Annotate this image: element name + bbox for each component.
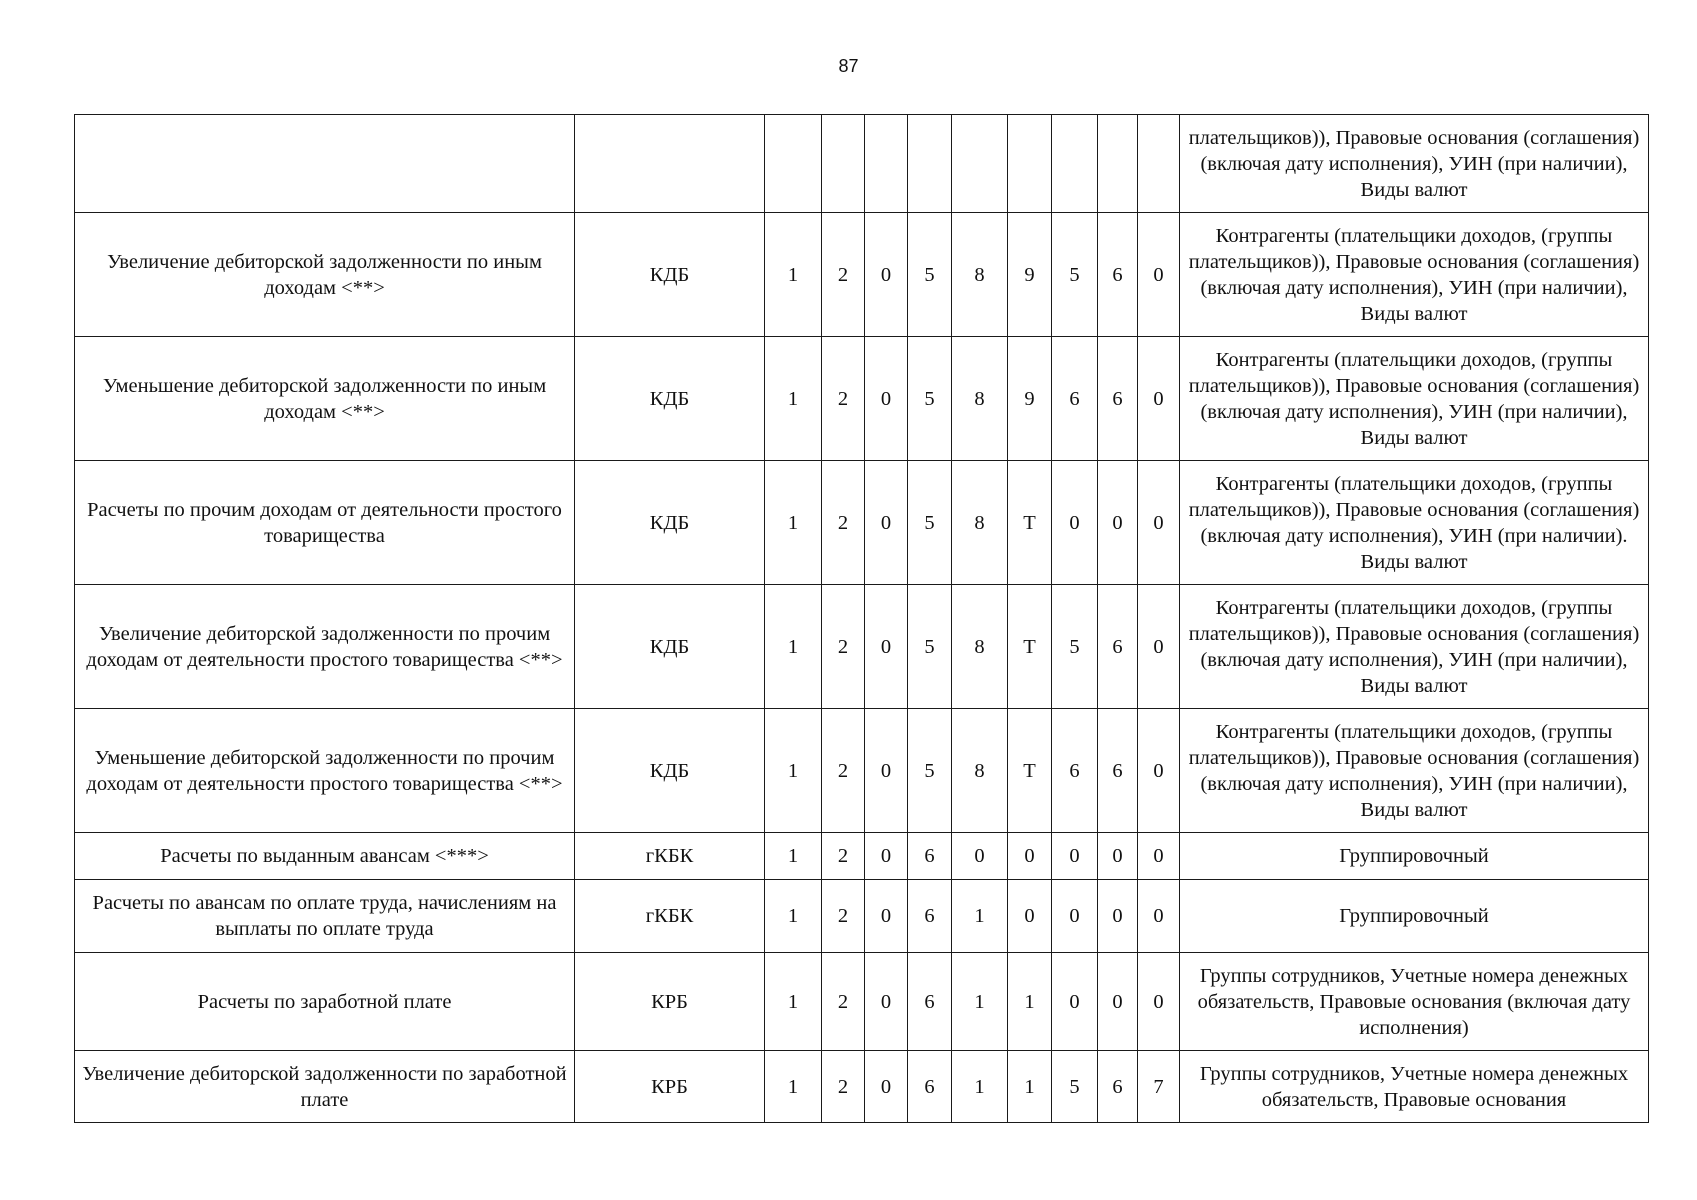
digit-cell: 8 bbox=[952, 709, 1008, 833]
digit-cell: 1 bbox=[765, 337, 822, 461]
table-row bbox=[75, 709, 1649, 833]
digit-cell: 1 bbox=[765, 213, 822, 337]
digit-cell: 2 bbox=[822, 880, 865, 953]
digit-cell: 0 bbox=[865, 953, 908, 1051]
account-name-cell: Увеличение дебиторской задолженности по иным доходам <**> bbox=[75, 213, 575, 337]
digit-cell: 5 bbox=[908, 709, 952, 833]
digit-cell: 1 bbox=[952, 1051, 1008, 1123]
account-name-cell: Увеличение дебиторской задолженности по заработной плате bbox=[75, 1051, 575, 1123]
digit-cell: 1 bbox=[1008, 953, 1052, 1051]
code-cell: КДБ bbox=[575, 709, 765, 833]
digit-cell: 8 bbox=[952, 585, 1008, 709]
table-row bbox=[75, 953, 1649, 1051]
digit-cell: 6 bbox=[908, 953, 952, 1051]
digit-cell bbox=[1008, 115, 1052, 213]
analytics-cell: Группировочный bbox=[1180, 880, 1649, 953]
digit-cell: 6 bbox=[1098, 1051, 1138, 1123]
digit-cell: 0 bbox=[1008, 833, 1052, 880]
table-row bbox=[75, 337, 1649, 461]
account-name-cell: Расчеты по заработной плате bbox=[75, 953, 575, 1051]
digit-cell: 1 bbox=[952, 880, 1008, 953]
table-body bbox=[75, 115, 1649, 1123]
digit-cell: 0 bbox=[1138, 461, 1180, 585]
digit-cell: 1 bbox=[765, 953, 822, 1051]
code-cell: КДБ bbox=[575, 461, 765, 585]
digit-cell: 0 bbox=[1098, 461, 1138, 585]
digit-cell: 6 bbox=[1098, 585, 1138, 709]
table-row bbox=[75, 461, 1649, 585]
code-cell: КДБ bbox=[575, 585, 765, 709]
code-cell: КДБ bbox=[575, 337, 765, 461]
digit-cell: 5 bbox=[1052, 1051, 1098, 1123]
digit-cell: 5 bbox=[908, 213, 952, 337]
digit-cell: 8 bbox=[952, 461, 1008, 585]
digit-cell: 1 bbox=[765, 461, 822, 585]
digit-cell: 6 bbox=[1098, 337, 1138, 461]
code-cell: КРБ bbox=[575, 953, 765, 1051]
digit-cell: 0 bbox=[865, 1051, 908, 1123]
analytics-cell: Группы сотрудников, Учетные номера денежных обязательств, Правовые основания (включая дату исполнения) bbox=[1180, 953, 1649, 1051]
analytics-cell: Контрагенты (плательщики доходов, (группы плательщиков)), Правовые основания (соглашения) (включая дату исполнения), УИН (при наличии). Виды валют bbox=[1180, 461, 1649, 585]
table-row bbox=[75, 880, 1649, 953]
digit-cell: 0 bbox=[1098, 880, 1138, 953]
digit-cell: 8 bbox=[952, 213, 1008, 337]
digit-cell: 2 bbox=[822, 833, 865, 880]
code-cell: КДБ bbox=[575, 213, 765, 337]
table-row bbox=[75, 833, 1649, 880]
digit-cell: 0 bbox=[1052, 833, 1098, 880]
digit-cell: 1 bbox=[952, 953, 1008, 1051]
digit-cell bbox=[765, 115, 822, 213]
digit-cell: 6 bbox=[908, 880, 952, 953]
digit-cell bbox=[822, 115, 865, 213]
analytics-cell: Контрагенты (плательщики доходов, (группы плательщиков)), Правовые основания (соглашения) (включая дату исполнения), УИН (при наличии), Виды валют bbox=[1180, 585, 1649, 709]
digit-cell: 0 bbox=[865, 833, 908, 880]
digit-cell: 1 bbox=[1008, 1051, 1052, 1123]
digit-cell: 0 bbox=[865, 880, 908, 953]
digit-cell: 0 bbox=[865, 337, 908, 461]
analytics-cell: Контрагенты (плательщики доходов, (группы плательщиков)), Правовые основания (соглашения) (включая дату исполнения), УИН (при наличии), Виды валют bbox=[1180, 337, 1649, 461]
digit-cell: 6 bbox=[908, 833, 952, 880]
digit-cell: 1 bbox=[765, 833, 822, 880]
digit-cell: 1 bbox=[765, 709, 822, 833]
digit-cell bbox=[1138, 115, 1180, 213]
digit-cell: 6 bbox=[1052, 337, 1098, 461]
account-name-cell: Увеличение дебиторской задолженности по прочим доходам от деятельности простого товарищества <**> bbox=[75, 585, 575, 709]
digit-cell: 0 bbox=[865, 461, 908, 585]
digit-cell: Т bbox=[1008, 461, 1052, 585]
digit-cell: Т bbox=[1008, 585, 1052, 709]
accounts-table bbox=[74, 114, 1649, 1123]
digit-cell bbox=[908, 115, 952, 213]
digit-cell: 6 bbox=[908, 1051, 952, 1123]
digit-cell: 2 bbox=[822, 213, 865, 337]
digit-cell: 2 bbox=[822, 585, 865, 709]
analytics-cell: Группы сотрудников, Учетные номера денежных обязательств, Правовые основания bbox=[1180, 1051, 1649, 1123]
digit-cell: 6 bbox=[1098, 709, 1138, 833]
digit-cell: 5 bbox=[908, 461, 952, 585]
digit-cell: 2 bbox=[822, 337, 865, 461]
code-cell bbox=[575, 115, 765, 213]
digit-cell: 0 bbox=[1138, 337, 1180, 461]
digit-cell: 9 bbox=[1008, 337, 1052, 461]
digit-cell: 5 bbox=[908, 585, 952, 709]
digit-cell: 0 bbox=[865, 213, 908, 337]
digit-cell: 5 bbox=[1052, 585, 1098, 709]
digit-cell bbox=[1098, 115, 1138, 213]
digit-cell: 0 bbox=[1138, 213, 1180, 337]
digit-cell: 2 bbox=[822, 461, 865, 585]
digit-cell: 2 bbox=[822, 953, 865, 1051]
digit-cell: 0 bbox=[1052, 953, 1098, 1051]
table-row bbox=[75, 1051, 1649, 1123]
digit-cell: 0 bbox=[952, 833, 1008, 880]
account-name-cell: Расчеты по прочим доходам от деятельности простого товарищества bbox=[75, 461, 575, 585]
digit-cell: 6 bbox=[1052, 709, 1098, 833]
digit-cell: 0 bbox=[1052, 880, 1098, 953]
digit-cell: 7 bbox=[1138, 1051, 1180, 1123]
digit-cell: 0 bbox=[865, 709, 908, 833]
code-cell: гКБК bbox=[575, 833, 765, 880]
digit-cell: 5 bbox=[908, 337, 952, 461]
digit-cell: 0 bbox=[1098, 953, 1138, 1051]
digit-cell: 0 bbox=[1138, 833, 1180, 880]
digit-cell: 1 bbox=[765, 880, 822, 953]
account-name-cell: Уменьшение дебиторской задолженности по прочим доходам от деятельности простого товарищества <**> bbox=[75, 709, 575, 833]
digit-cell: 0 bbox=[1138, 880, 1180, 953]
digit-cell: 1 bbox=[765, 585, 822, 709]
digit-cell: 0 bbox=[1138, 585, 1180, 709]
digit-cell: 0 bbox=[1098, 833, 1138, 880]
account-name-cell bbox=[75, 115, 575, 213]
digit-cell: 2 bbox=[822, 709, 865, 833]
digit-cell bbox=[1052, 115, 1098, 213]
digit-cell: 1 bbox=[765, 1051, 822, 1123]
analytics-cell: плательщиков)), Правовые основания (соглашения) (включая дату исполнения), УИН (при наличии), Виды валют bbox=[1180, 115, 1649, 213]
account-name-cell: Расчеты по авансам по оплате труда, начислениям на выплаты по оплате труда bbox=[75, 880, 575, 953]
analytics-cell: Группировочный bbox=[1180, 833, 1649, 880]
digit-cell: 2 bbox=[822, 1051, 865, 1123]
table-row bbox=[75, 213, 1649, 337]
account-name-cell: Расчеты по выданным авансам <***> bbox=[75, 833, 575, 880]
table-row bbox=[75, 585, 1649, 709]
digit-cell bbox=[865, 115, 908, 213]
digit-cell: 0 bbox=[1052, 461, 1098, 585]
table-row bbox=[75, 115, 1649, 213]
code-cell: КРБ bbox=[575, 1051, 765, 1123]
code-cell: гКБК bbox=[575, 880, 765, 953]
digit-cell: 0 bbox=[1008, 880, 1052, 953]
digit-cell: 0 bbox=[1138, 709, 1180, 833]
digit-cell: 9 bbox=[1008, 213, 1052, 337]
digit-cell: 0 bbox=[1138, 953, 1180, 1051]
digit-cell: 5 bbox=[1052, 213, 1098, 337]
analytics-cell: Контрагенты (плательщики доходов, (группы плательщиков)), Правовые основания (соглашения) (включая дату исполнения), УИН (при наличии), Виды валют bbox=[1180, 213, 1649, 337]
page-number: 87 bbox=[838, 56, 859, 76]
digit-cell: 8 bbox=[952, 337, 1008, 461]
digit-cell: 6 bbox=[1098, 213, 1138, 337]
account-name-cell: Уменьшение дебиторской задолженности по иным доходам <**> bbox=[75, 337, 575, 461]
digit-cell: Т bbox=[1008, 709, 1052, 833]
digit-cell: 0 bbox=[865, 585, 908, 709]
analytics-cell: Контрагенты (плательщики доходов, (группы плательщиков)), Правовые основания (соглашения) (включая дату исполнения), УИН (при наличии), Виды валют bbox=[1180, 709, 1649, 833]
digit-cell bbox=[952, 115, 1008, 213]
